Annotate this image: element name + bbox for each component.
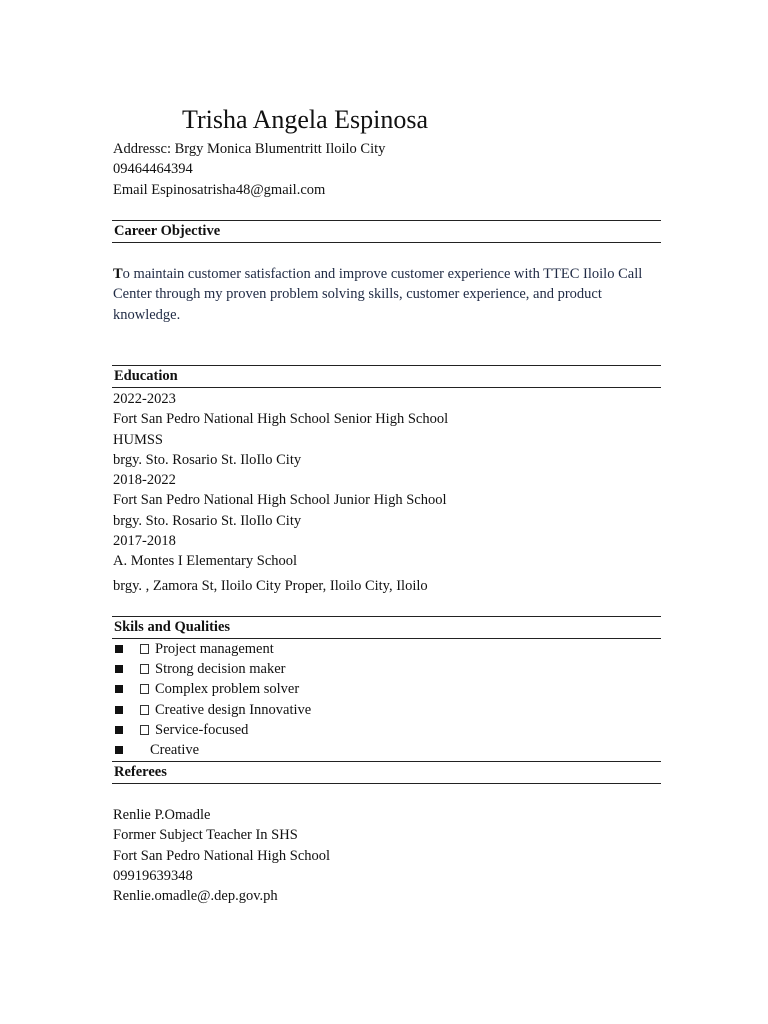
applicant-name: Trisha Angela Espinosa (182, 105, 429, 134)
skill-label: Project management (155, 641, 274, 657)
missing-glyph-box-icon (140, 684, 149, 694)
missing-glyph-box-icon (140, 725, 149, 735)
missing-glyph-box-icon (140, 705, 149, 715)
education-line: Fort San Pedro National High School Junior High School (113, 492, 447, 509)
contact-block (113, 139, 385, 200)
email-line: Email Espinosatrisha48@gmail.com (113, 181, 326, 198)
skills-heading: Skils and Qualities (112, 616, 661, 639)
education-list (113, 389, 448, 596)
phone-line: 09464464394 (113, 161, 193, 178)
education-line: Fort San Pedro National High School Senior High School (113, 411, 449, 428)
referee-school: Fort San Pedro National High School (113, 847, 331, 864)
square-bullet-icon (115, 665, 123, 673)
square-bullet-icon (115, 706, 123, 714)
square-bullet-icon (115, 685, 123, 693)
education-line: A. Montes I Elementary School (113, 553, 298, 570)
career-objective-first-letter: T (113, 266, 123, 282)
address-line: Addressc: Brgy Monica Blumentritt Iloilo City (113, 141, 386, 157)
education-line: HUMSS (113, 431, 163, 448)
skill-label: Service-focused (155, 721, 249, 738)
education-line: 2022-2023 (113, 391, 176, 407)
education-line: 2018-2022 (113, 472, 176, 489)
career-objective-heading: Career Objective (112, 220, 661, 243)
missing-glyph-box-icon (140, 664, 149, 674)
referee-position: Former Subject Teacher In SHS (113, 827, 298, 844)
skill-label: Strong decision maker (155, 661, 286, 678)
referee-name: Renlie P.Omadle (113, 807, 211, 823)
skill-label: Creative design Innovative (155, 701, 312, 718)
referee-email: Renlie.omadle@.dep.gov.ph (113, 888, 278, 905)
referees-heading: Referees (112, 761, 661, 784)
square-bullet-icon (115, 645, 123, 653)
missing-glyph-box-icon (140, 644, 149, 654)
education-line: brgy. Sto. Rosario St. IloIlo City (113, 512, 302, 529)
education-line: brgy. , Zamora St, Iloilo City Proper, Iloilo City, Iloilo (113, 577, 428, 594)
referee-details (113, 805, 330, 906)
career-objective-text (113, 264, 661, 325)
square-bullet-icon (115, 746, 123, 754)
skill-label: Creative (150, 741, 200, 758)
education-line: 2017-2018 (113, 533, 176, 550)
education-line: brgy. Sto. Rosario St. IloIlo City (113, 451, 302, 468)
career-objective-body: o maintain customer satisfaction and improve customer experience with TTEC Iloilo Call Center through my proven problem solving skills, customer experience, and product knowledge. (113, 266, 643, 323)
referee-phone: 09919639348 (113, 867, 193, 884)
square-bullet-icon (115, 726, 123, 734)
education-heading: Education (112, 365, 661, 388)
skill-label: Complex problem solver (155, 681, 300, 698)
